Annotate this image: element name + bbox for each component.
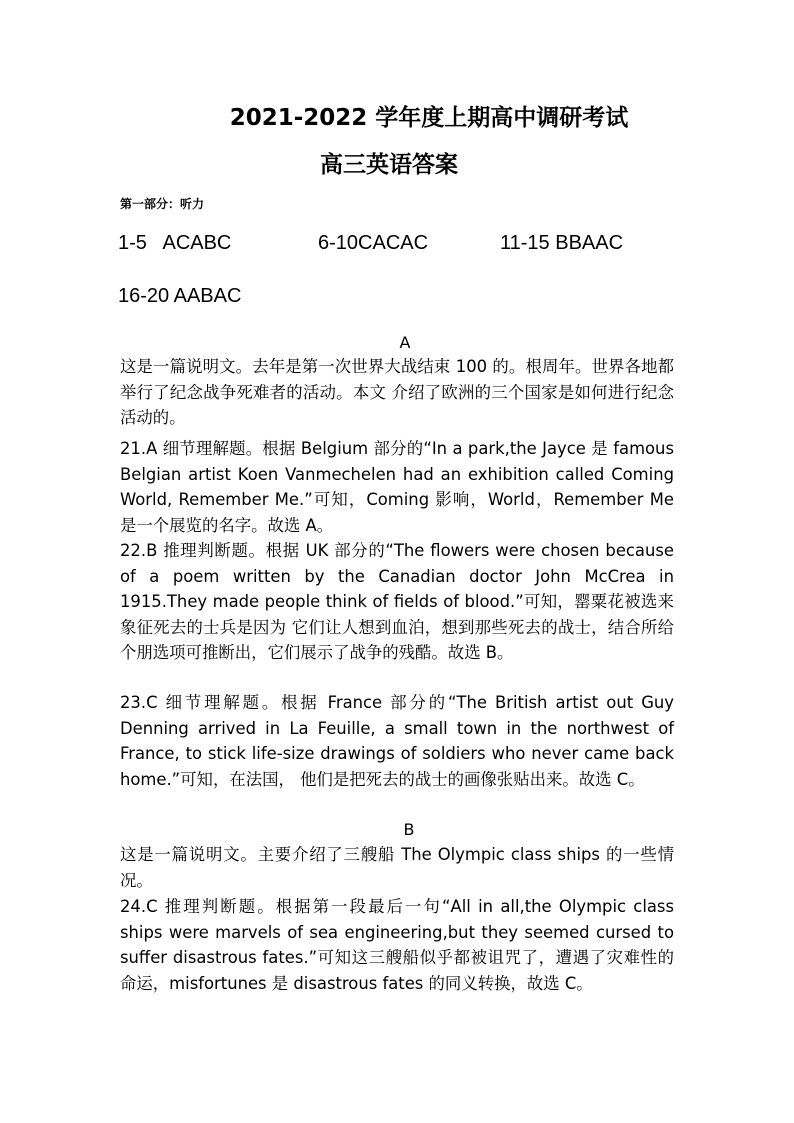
part1-heading: 第一部分：听力 xyxy=(120,197,205,211)
section-b-label: B xyxy=(403,820,415,839)
question-22-explanation: 22.B 推理判断题。根据 UK 部分的“The flowers were chosen because of a poem written by the Canadian doctor John McCrea in 1915.They made people think of fields of blood.”可知，罂粟花被选来象征死去的士兵是因为 它们让人想到血泊，想到那些死去的战士，结合所给 个朋选项可推断出，它们展示了战争的残酷。故选 B。 xyxy=(120,541,674,662)
answer-group-16-20: 16-20 AABAC xyxy=(118,285,242,307)
exam-subtitle: 高三英语答案 xyxy=(320,152,458,178)
section-a-label: A xyxy=(399,333,411,352)
question-21-explanation: 21.A 细节理解题。根据 Belgium 部分的“In a park,the Jayce 是 famous Belgian artist Koen Vanmechelen had an exhibition called Coming World, Remember Me.”可知，Coming 影响，World，Remember Me 是一个展览的名字。故选 A。 xyxy=(120,439,674,535)
answer-group-11-15: 11-15 BBAAC xyxy=(500,232,624,254)
question-23-explanation: 23.C 细节理解题。根据 France 部分的“The British artist out Guy Denning arrived in La Feuille, a small town in the northwest of France, to stick life-size drawings of soldiers who never came back home.”可知，在法国， 他们是把死去的战士的画像张贴出来。故选 C。 xyxy=(120,693,674,789)
exam-title: 2021-2022 学年度上期高中调研考试 xyxy=(229,105,629,131)
section-a-intro: 这是一篇说明文。去年是第一次世界大战结束 100 的。根周年。世界各地都举行了纪念战争死难者的活动。本文 介绍了欧洲的三个国家是如何进行纪念活动的。 xyxy=(120,357,674,427)
question-24-explanation: 24.C 推理判断题。根据第一段最后一句“All in all,the Olympic class ships were marvels of sea engineering,but they seemed cursed to suffer disastrous fates.”可知这三艘船似乎都被诅咒了，遭遇了灾难性的命运，misfortunes 是 disastrous fates 的同义转换，故选 C。 xyxy=(120,897,674,993)
section-b-intro: 这是一篇说明文。主要介绍了三艘船 The Olympic class ships 的一些情况。 xyxy=(120,845,674,890)
answer-group-6-10: 6-10CACAC xyxy=(318,232,429,254)
answer-group-1-5: 1-5 ACABC xyxy=(118,232,232,254)
